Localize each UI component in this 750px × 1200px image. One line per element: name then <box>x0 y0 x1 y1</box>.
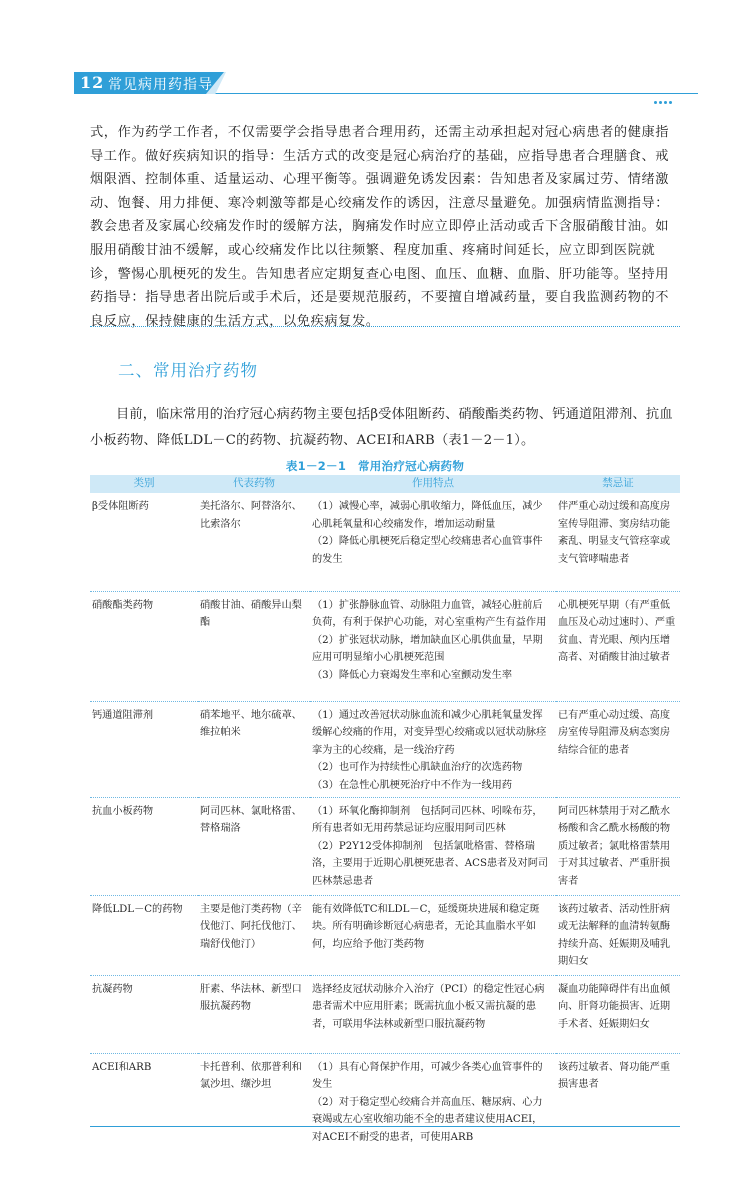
header-dots-ornament <box>654 89 674 108</box>
page-header <box>0 0 750 110</box>
column-header-category: 类别 <box>133 477 155 490</box>
section-paragraph: 目前，临床常用的治疗冠心病药物主要包括β受体阻断药、硝酸酯类药物、钙通道阻滞剂、抗血小板药物、降低LDL－C的药物、抗凝药物、ACEI和ARB（表1－2－1）。 <box>90 407 673 448</box>
features-cell <box>310 591 556 701</box>
feature-item: （1）扩张静脉血管、动脉阻力血管，减轻心脏前后负荷，有利于保护心功能，对心室重构产生有益作用 <box>312 599 547 628</box>
category-cell: β受体阻断药 <box>92 501 149 512</box>
category-cell: 抗血小板药物 <box>92 805 154 817</box>
table-row <box>90 591 680 701</box>
feature-item: （3）在急性心肌梗死治疗中不作为一线用药 <box>312 779 513 791</box>
contraindication-cell: 凝血功能障碍伴有出血倾向、肝肾功能损害、近期手术者、妊娠期妇女 <box>558 983 671 1030</box>
drugs-cell: 卡托普利、依那普利和氯沙坦、缬沙坦 <box>200 1061 302 1090</box>
feature-item: （1）减慢心率，减弱心肌收缩力，降低血压，减少心肌耗氧量和心绞痛发作，增加运动耐量 <box>312 501 543 530</box>
contraindication-cell: 伴严重心动过缓和高度房室传导阻滞、窦房结功能紊乱、明显支气管痉挛或支气管哮喘患者 <box>558 501 671 565</box>
column-header-contraindications: 禁忌证 <box>602 477 634 490</box>
category-cell: 降低LDL－C的药物 <box>92 903 183 915</box>
section-divider <box>90 326 680 327</box>
contraindication-cell: 已有严重心动过缓、高度房室传导阻滞及病态窦房结综合征的患者 <box>558 709 671 756</box>
feature-item: （2）也可作为持续性心肌缺血治疗的次选药物 <box>312 762 523 773</box>
running-title: 常见病用药指导 <box>108 77 213 93</box>
feature-item: （2）降低心肌梗死后稳定型心绞痛患者心血管事件的发生 <box>312 536 543 565</box>
features-cell <box>310 797 556 895</box>
features-cell <box>310 1053 556 1146</box>
feature-item: （2）扩张冠状动脉，增加缺血区心肌供血量，早期应用可明显缩小心肌梗死范围 <box>312 634 543 663</box>
contraindication-cell: 该药过敏者、活动性肝病或无法解释的血清转氨酶持续升高、妊娠期及哺乳期妇女 <box>558 903 671 967</box>
table-row <box>90 1053 680 1146</box>
table-bottom-rule <box>90 1126 680 1127</box>
category-cell: 钙通道阻滞剂 <box>92 709 154 721</box>
features-cell <box>310 975 556 1053</box>
table-row <box>90 975 680 1053</box>
table-row <box>90 797 680 895</box>
drugs-cell: 美托洛尔、阿替洛尔、比索洛尔 <box>200 501 302 530</box>
page-number: 12 <box>80 73 105 92</box>
drug-table <box>90 475 680 1146</box>
intro-paragraph: 式，作为药学工作者，不仅需要学会指导患者合理用药，还需主动承担起对冠心病患者的健康指导工作。做好疾病知识的指导：生活方式的改变是冠心病治疗的基础，应指导患者合理膳食、戒烟限酒、控制体重、适量运动、心理平衡等。强调避免诱发因素：告知患者及家属过劳、情绪激动、饱餐、用力排便、寒冷刺激等都是心绞痛发作的诱因，注意尽量避免。加强病情监测指导：教会患者及家属心绞痛发作时的缓解方法，胸痛发作时应立即停止活动或舌下含服硝酸甘油。如服用硝酸甘油不缓解，或心绞痛发作比以往频繁、程度加重、疼痛时间延长，应立即到医院就诊，警惕心肌梗死的发生。告知患者应定期复查心电图、血压、血糖、血脂、肝功能等。坚持用药指导：指导患者出院后或手术后，还是要规范服药，不要擅自增减药量，要自我监测药物的不良反应，保持健康的生活方式，以免疾病复发。 <box>90 125 670 329</box>
contraindication-cell: 该药过敏者、肾功能严重损害患者 <box>558 1061 671 1090</box>
category-cell: 抗凝药物 <box>92 983 133 995</box>
feature-item: 选择经皮冠状动脉介入治疗（PCI）的稳定性冠心病患者需术中应用肝素；既需抗血小板又需抗凝的患者，可联用华法林或新型口服抗凝药物 <box>312 983 545 1030</box>
drugs-cell: 阿司匹林、氯吡格雷、替格瑞洛 <box>200 805 302 834</box>
table-caption: 表1－2－1 常用治疗冠心病药物 <box>285 459 465 473</box>
drugs-cell: 肝素、华法林、新型口服抗凝药物 <box>200 983 302 1012</box>
category-cell: 硝酸酯类药物 <box>92 599 154 611</box>
feature-item: （1）通过改善冠状动脉血流和减少心肌耗氧量发挥缓解心绞痛的作用，对变异型心绞痛或以冠状动脉痉挛为主的心绞痛，是一线治疗药 <box>312 709 547 756</box>
drugs-cell: 硝苯地平、地尔硫䓬、维拉帕米 <box>200 709 302 738</box>
table-row <box>90 895 680 975</box>
category-cell: ACEI和ARB <box>92 1061 152 1073</box>
contraindication-cell: 阿司匹林禁用于对乙酰水杨酸和含乙酰水杨酸的物质过敏者；氯吡格雷禁用于对其过敏者、严重肝损害者 <box>558 805 671 887</box>
features-cell <box>310 895 556 975</box>
feature-item: （3）降低心力衰竭发生率和心室颤动发生率 <box>312 669 513 681</box>
drugs-cell: 硝酸甘油、硝酸异山梨酯 <box>200 599 302 628</box>
column-header-drugs: 代表药物 <box>233 477 275 490</box>
table-row <box>90 493 680 591</box>
feature-item: （1）具有心肾保护作用，可减少各类心血管事件的发生 <box>312 1061 543 1090</box>
feature-item: （2）P2Y12受体抑制剂 包括氯吡格雷、替格瑞洛，主要用于近期心肌梗死患者、ACS患者及对阿司匹林禁忌患者 <box>312 840 549 887</box>
contraindication-cell: 心肌梗死早期（有严重低血压及心动过速时）、严重贫血、青光眼、颅内压增高者、对硝酸甘油过敏者 <box>558 599 676 663</box>
feature-item: （2）对于稳定型心绞痛合并高血压、糖尿病、心力衰竭或左心室收缩功能不全的患者建议使用ACEI，对ACEI不耐受的患者，可使用ARB <box>312 1096 543 1143</box>
features-cell <box>310 701 556 797</box>
drugs-cell: 主要是他汀类药物（辛伐他汀、阿托伐他汀、瑞舒伐他汀） <box>200 903 302 950</box>
feature-item: （1）环氧化酶抑制剂 包括阿司匹林、吲哚布芬，所有患者如无用药禁忌证均应服用阿司匹林 <box>312 805 543 834</box>
feature-item: 能有效降低TC和LDL－C，延缓斑块进展和稳定斑块。所有明确诊断冠心病患者，无论其血脂水平如何，均应给予他汀类药物 <box>312 903 540 950</box>
table-header-row <box>90 475 680 493</box>
column-header-features: 作用特点 <box>412 477 454 490</box>
features-cell <box>310 493 556 591</box>
section-title: 二、常用治疗药物 <box>118 361 258 380</box>
table-row <box>90 701 680 797</box>
